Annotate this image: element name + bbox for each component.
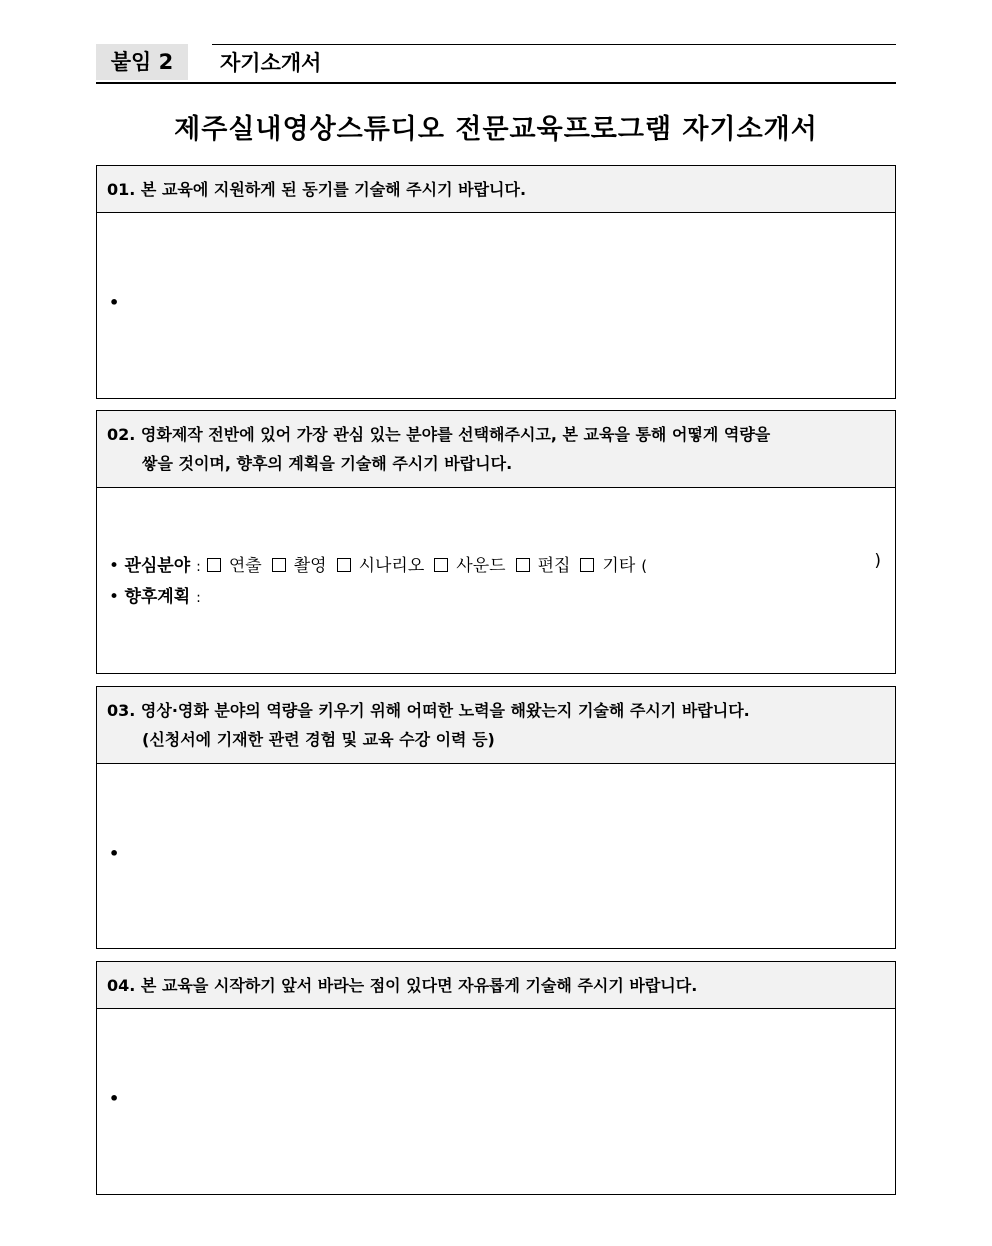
- option-screenplay-label: 시나리오: [358, 556, 425, 576]
- answer-area-04[interactable]: [97, 1009, 895, 1193]
- other-close-paren: ): [874, 551, 881, 571]
- checkbox-icon[interactable]: [207, 558, 221, 572]
- option-cinematography-label: 촬영: [293, 556, 327, 576]
- question-04: [97, 962, 895, 1009]
- checkbox-icon[interactable]: [272, 558, 286, 572]
- attachment-header: [96, 44, 896, 84]
- bullet-marker: •: [109, 293, 120, 312]
- section-04: [96, 961, 896, 1195]
- checkbox-icon[interactable]: [434, 558, 448, 572]
- option-directing-label: 연출: [228, 556, 262, 576]
- checkbox-icon[interactable]: [337, 558, 351, 572]
- option-sound[interactable]: [434, 551, 505, 576]
- document-type-label: 자기소개서: [212, 44, 896, 81]
- question-03-text-line1: 03. 영상·영화 분야의 역량을 키우기 위해 어떠한 노력을 해왔는지 기술해 주시기 바랍니다.: [107, 701, 750, 720]
- interest-field-label: 관심분야: [124, 556, 191, 576]
- interest-field-row: [109, 551, 883, 576]
- other-open-paren: (: [641, 557, 648, 575]
- future-plan-row: [109, 582, 883, 607]
- page-title: 제주실내영상스튜디오 전문교육프로그램 자기소개서: [174, 114, 818, 145]
- option-other-label: 기타: [602, 556, 636, 576]
- checkbox-icon[interactable]: [580, 558, 594, 572]
- future-plan-label: 향후계획: [124, 587, 191, 607]
- question-03-text-line2: (신청서에 기재한 관련 경험 및 교육 수강 이력 등): [142, 730, 495, 749]
- bullet-marker: •: [109, 556, 120, 576]
- question-01-text: 01. 본 교육에 지원하게 된 동기를 기술해 주시기 바랍니다.: [107, 180, 527, 199]
- question-02-text-line1: 02. 영화제작 전반에 있어 가장 관심 있는 분야를 선택해주시고, 본 교육을 통해 어떻게 역량을: [107, 425, 771, 444]
- option-editing-label: 편집: [537, 556, 571, 576]
- attachment-label: 붙임 2: [96, 44, 188, 80]
- question-04-text: 04. 본 교육을 시작하기 앞서 바라는 점이 있다면 자유롭게 기술해 주시기 바랍니다.: [107, 976, 698, 995]
- section-03: [96, 686, 896, 949]
- option-other[interactable]: [580, 551, 647, 576]
- answer-area-02: [97, 488, 895, 672]
- question-01: [97, 166, 895, 213]
- section-02: [96, 410, 896, 674]
- bullet-marker: •: [109, 1089, 120, 1108]
- answer-area-01[interactable]: [97, 213, 895, 397]
- option-cinematography[interactable]: [272, 551, 327, 576]
- option-screenplay[interactable]: [337, 551, 425, 576]
- option-editing[interactable]: [516, 551, 571, 576]
- bullet-marker: •: [109, 844, 120, 863]
- question-03: [97, 687, 895, 764]
- question-02: [97, 411, 895, 488]
- section-01: [96, 165, 896, 399]
- question-02-text-line2: 쌓을 것이며, 향후의 계획을 기술해 주시기 바랍니다.: [142, 454, 513, 473]
- bullet-marker: •: [109, 587, 120, 607]
- answer-area-03[interactable]: [97, 764, 895, 947]
- option-sound-label: 사운드: [456, 556, 506, 576]
- future-plan-colon: :: [196, 590, 201, 606]
- interest-colon: :: [196, 559, 201, 575]
- option-directing[interactable]: [207, 551, 262, 576]
- checkbox-icon[interactable]: [516, 558, 530, 572]
